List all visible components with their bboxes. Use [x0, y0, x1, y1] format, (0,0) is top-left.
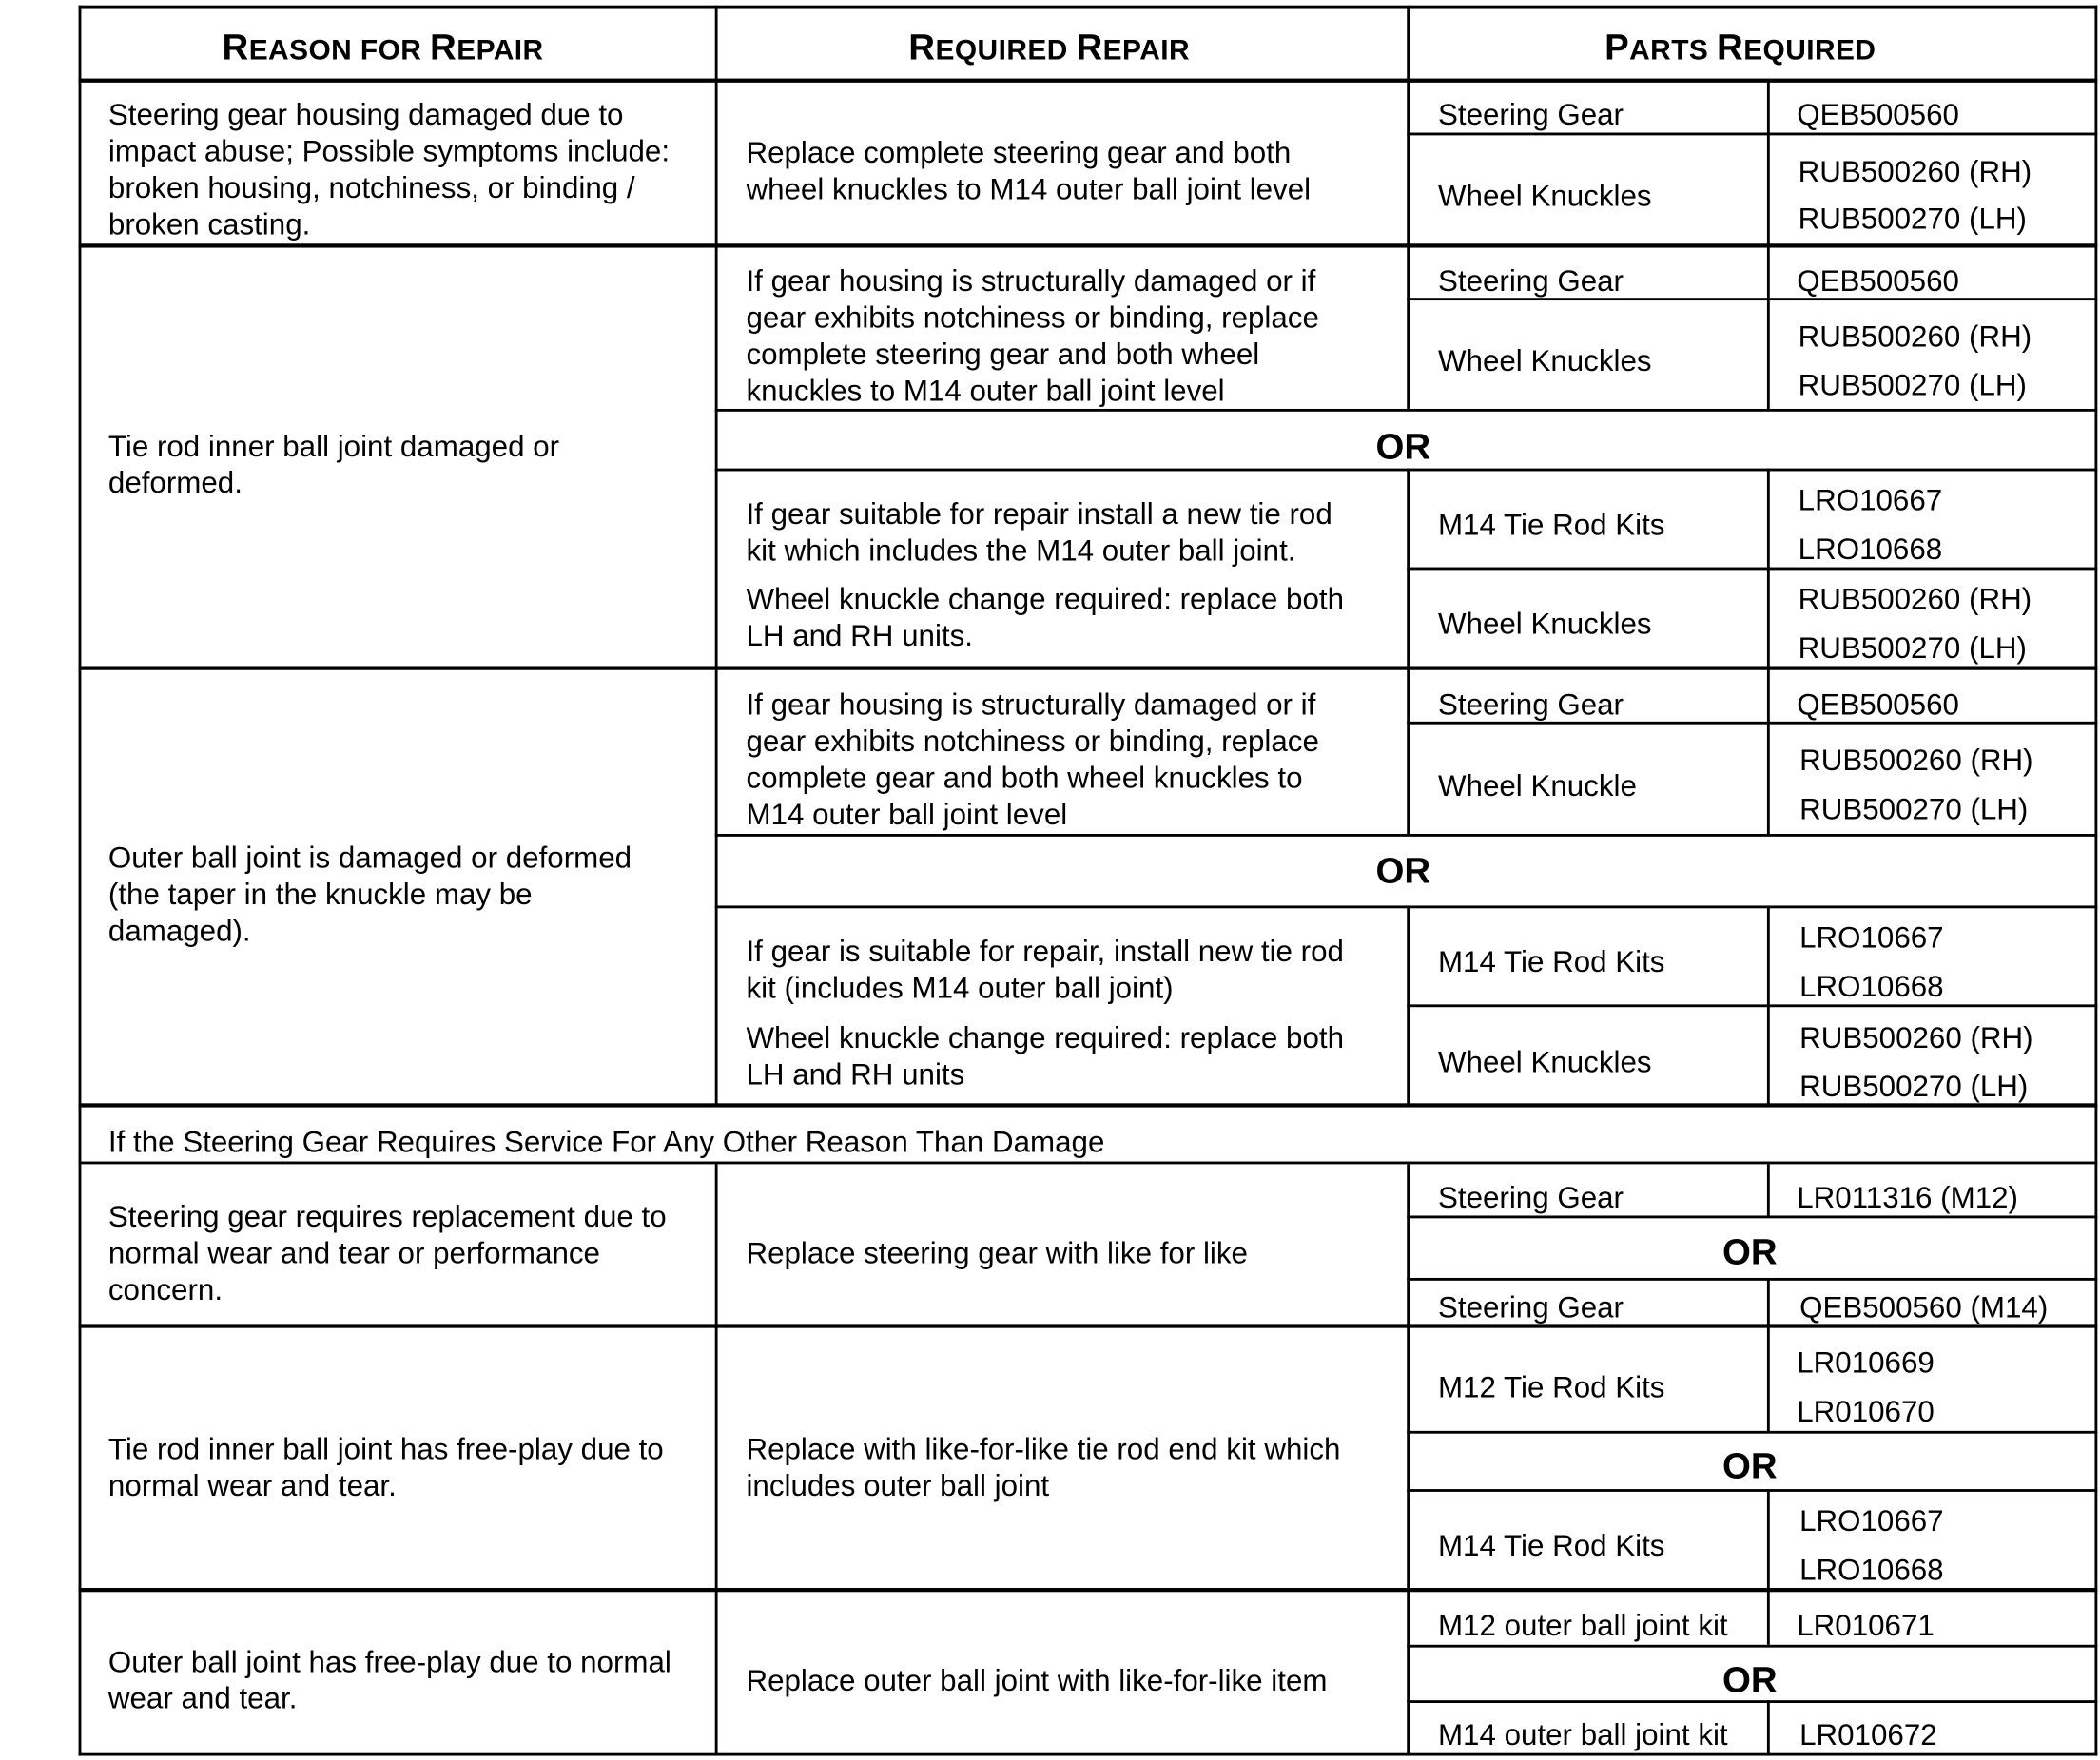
- rule: [1407, 133, 2097, 136]
- repair-text: complete gear and both wheel knuckles to: [746, 761, 1303, 795]
- rule: [79, 1103, 2098, 1107]
- part-number: LR010672: [1799, 1717, 1937, 1752]
- part-name: Steering Gear: [1437, 97, 1624, 132]
- or-label: OR: [1375, 426, 1431, 468]
- part-name: Wheel Knuckles: [1437, 606, 1652, 641]
- part-number: RUB500260 (RH): [1798, 319, 2032, 354]
- rule: [1407, 1645, 2097, 1648]
- part-name: Wheel Knuckle: [1437, 768, 1637, 803]
- rule: [1767, 1278, 1770, 1326]
- rule: [1767, 1489, 1770, 1591]
- part-name: M14 Tie Rod Kits: [1437, 944, 1665, 979]
- repair-text: kit (includes M14 outer ball joint): [746, 970, 1174, 1005]
- rule: [79, 666, 2098, 669]
- repair-text: Replace steering gear with like for like: [746, 1235, 1248, 1270]
- part-name: M12 outer ball joint kit: [1437, 1608, 1728, 1642]
- reason-text: Outer ball joint is damaged or deformed: [107, 841, 632, 875]
- reason-text: broken housing, notchiness, or binding /: [107, 170, 635, 204]
- part-number: QEB500560 (M14): [1799, 1289, 2049, 1325]
- reason-text: damaged).: [107, 913, 251, 948]
- rule: [715, 409, 2098, 412]
- rule: [1767, 1700, 1770, 1755]
- rule: [1407, 1431, 2097, 1434]
- repair-text: LH and RH units: [746, 1056, 965, 1092]
- part-number: LR010670: [1797, 1394, 1935, 1429]
- rule: [1407, 1164, 1410, 1755]
- rule: [2094, 6, 2097, 1756]
- rule: [1407, 469, 1410, 834]
- reason-text: normal wear and tear or performance: [107, 1235, 600, 1270]
- rule: [715, 469, 2098, 472]
- rule: [715, 1164, 718, 1755]
- part-number: RUB500270 (LH): [1799, 791, 2029, 826]
- repair-text: complete steering gear and both wheel: [746, 337, 1260, 372]
- part-number: LRO10668: [1799, 969, 1944, 1003]
- repair-text: knuckles to M14 outer ball joint level: [746, 373, 1225, 408]
- part-name: M14 Tie Rod Kits: [1437, 1528, 1665, 1562]
- or-label: OR: [1721, 1231, 1778, 1273]
- part-number: LRO10668: [1799, 1552, 1944, 1587]
- part-name: Steering Gear: [1437, 1289, 1624, 1325]
- part-number: LRO10667: [1799, 1503, 1944, 1538]
- part-name: Steering Gear: [1437, 263, 1624, 299]
- or-label: OR: [1375, 850, 1431, 891]
- rule: [79, 1753, 2098, 1756]
- part-number: LR010669: [1797, 1345, 1935, 1380]
- reason-text: impact abuse; Possible symptoms include:: [107, 133, 671, 168]
- part-name: Steering Gear: [1437, 1180, 1624, 1215]
- rule: [79, 1588, 2098, 1592]
- repair-text: includes outer ball joint: [746, 1468, 1050, 1503]
- reason-text: Tie rod inner ball joint has free-play due to: [107, 1432, 664, 1466]
- part-name: M12 Tie Rod Kits: [1437, 1369, 1665, 1404]
- rule: [1767, 81, 1770, 409]
- reason-text: concern.: [107, 1272, 224, 1306]
- rule: [1407, 1215, 2097, 1218]
- repair-text: kit which includes the M14 outer ball joint.: [746, 532, 1296, 568]
- rule: [1767, 1326, 1770, 1432]
- repair-text: If gear housing is structurally damaged or if: [746, 263, 1316, 299]
- rule: [79, 243, 2098, 247]
- rule: [1407, 1489, 2097, 1492]
- rule: [1407, 6, 1410, 409]
- part-name: M14 outer ball joint kit: [1437, 1717, 1728, 1752]
- reason-text: wear and tear.: [107, 1681, 298, 1715]
- part-number: LRO10668: [1798, 532, 1943, 567]
- repair-text: If gear is suitable for repair, install new tie rod: [746, 934, 1344, 968]
- rule: [1407, 1004, 2097, 1007]
- rule: [1767, 1591, 1770, 1645]
- rule: [79, 1162, 2098, 1165]
- rule: [79, 1324, 2098, 1327]
- reason-text: deformed.: [107, 465, 243, 500]
- rule: [1767, 1164, 1770, 1215]
- part-number: RUB500270 (LH): [1798, 368, 2027, 402]
- repair-text: Replace outer ball joint with like-for-like item: [746, 1663, 1328, 1698]
- header-reason-for-repair: REASON FOR REPAIR: [222, 27, 544, 68]
- part-number: RUB500260 (RH): [1798, 154, 2032, 188]
- part-number: RUB500270 (LH): [1799, 1069, 2029, 1104]
- part-name: Wheel Knuckles: [1437, 343, 1652, 378]
- part-number: RUB500270 (LH): [1798, 202, 2027, 236]
- repair-text: If gear suitable for repair install a new tie rod: [746, 496, 1332, 532]
- reason-text: Tie rod inner ball joint damaged or: [107, 429, 560, 463]
- reason-text: (the taper in the knuckle may be: [107, 877, 533, 912]
- repair-text: Wheel knuckle change required: replace both: [746, 1020, 1345, 1055]
- repair-text: gear exhibits notchiness or binding, replace: [746, 724, 1319, 759]
- repair-text: LH and RH units.: [746, 618, 973, 653]
- part-number: RUB500270 (LH): [1798, 630, 2027, 666]
- part-number: RUB500260 (RH): [1799, 743, 2033, 778]
- part-number: QEB500560: [1797, 263, 1959, 299]
- part-number: LRO10667: [1799, 920, 1944, 955]
- repair-text: If gear housing is structurally damaged or if: [746, 687, 1316, 722]
- section-divider-text: If the Steering Gear Requires Service For Any Other Reason Than Damage: [107, 1125, 1105, 1159]
- part-number: QEB500560: [1797, 687, 1959, 722]
- repair-text: gear exhibits notchiness or binding, replace: [746, 300, 1319, 335]
- rule: [715, 905, 2098, 908]
- or-label: OR: [1721, 1445, 1778, 1487]
- rule: [715, 834, 2098, 837]
- part-name: Steering Gear: [1437, 687, 1624, 722]
- rule: [715, 6, 718, 1106]
- repair-text: Replace with like-for-like tie rod end kit which: [746, 1432, 1341, 1466]
- part-number: LRO10667: [1798, 483, 1943, 517]
- rule: [79, 6, 2098, 9]
- reason-text: Steering gear housing damaged due to: [107, 97, 624, 132]
- rule: [1407, 568, 2097, 571]
- reason-text: Steering gear requires replacement due to: [107, 1199, 667, 1233]
- header-parts-required: PARTS REQUIRED: [1604, 27, 1876, 68]
- reason-text: broken casting.: [107, 206, 311, 242]
- part-number: RUB500260 (RH): [1798, 582, 2032, 616]
- repair-text: wheel knuckles to M14 outer ball joint level: [746, 171, 1312, 206]
- rule: [1767, 469, 1770, 834]
- repair-text: Wheel knuckle change required: replace both: [746, 582, 1345, 616]
- repair-text: M14 outer ball joint level: [746, 797, 1068, 832]
- part-number: LR011316 (M12): [1797, 1180, 2018, 1215]
- part-name: M14 Tie Rod Kits: [1437, 507, 1665, 542]
- repair-text: Replace complete steering gear and both: [746, 135, 1292, 169]
- or-label: OR: [1721, 1659, 1778, 1701]
- rule: [79, 6, 82, 1756]
- part-number: QEB500560: [1797, 97, 1959, 132]
- part-number: LR010671: [1797, 1608, 1935, 1642]
- part-name: Wheel Knuckles: [1437, 1045, 1652, 1079]
- rule: [79, 79, 2098, 83]
- part-name: Wheel Knuckles: [1437, 178, 1652, 213]
- header-required-repair: REQUIRED REPAIR: [908, 27, 1190, 68]
- reason-text: normal wear and tear.: [107, 1468, 397, 1503]
- part-number: RUB500260 (RH): [1799, 1020, 2033, 1055]
- reason-text: Outer ball joint has free-play due to normal: [107, 1644, 671, 1679]
- rule: [1407, 1278, 2097, 1281]
